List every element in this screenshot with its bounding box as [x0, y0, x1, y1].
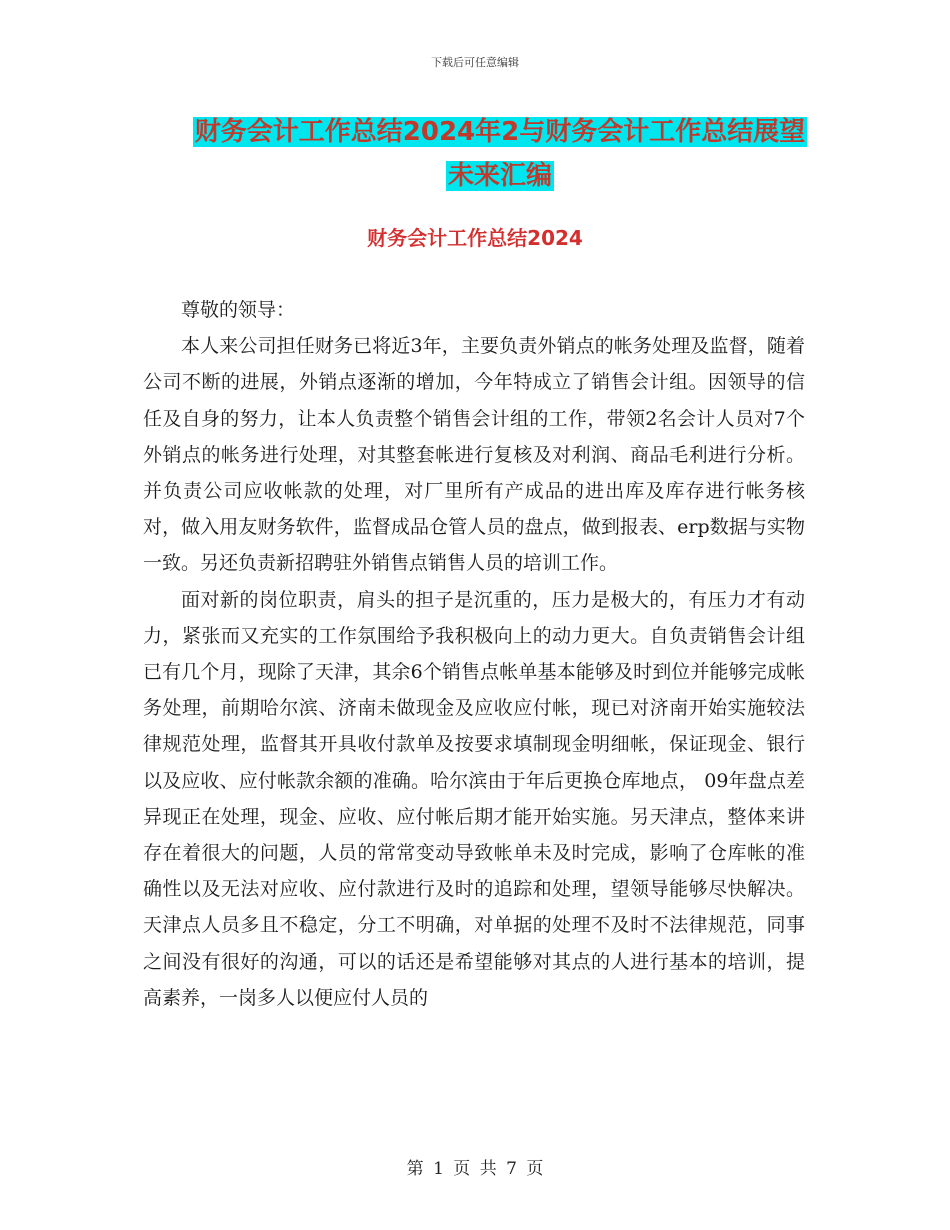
section-title: 财务会计工作总结2024 — [367, 226, 583, 250]
header-note: 下载后可任意编辑 — [431, 56, 519, 69]
page-number: 第 1 页 共 7 页 — [406, 1159, 544, 1179]
document-title-line-1: 财务会计工作总结2024年2与财务会计工作总结展望 — [194, 117, 806, 147]
greeting: 尊敬的领导： — [181, 299, 296, 321]
body-text — [143, 292, 805, 1016]
document-title — [140, 110, 860, 198]
paragraph-1: 本人来公司担任财务已将近3年，主要负责外销点的帐务处理及监督，随着公司不断的进展，外销点逐渐的增加，今年特成立了销售会计组。因领导的信任及自身的努力，让本人负责整个销售会计组的工作，带领2名会计人员对7个外销点的帐务进行处理，对其整套帐进行复核及对利润、商品毛利进行分析。并负责公司应收帐款的处理，对厂里所有产成品的进出库及库存进行帐务核对，做入用友财务软件，监督成品仓管人员的盘点，做到报表、erp数据与实物一致。另还负责新招聘驻外销售点销售人员的培训工作。 — [143, 335, 805, 575]
document-title-line-2: 未来汇编 — [447, 161, 552, 191]
paragraph-2: 面对新的岗位职责，肩头的担子是沉重的，压力是极大的，有压力才有动力，紧张而又充实的工作氛围给予我积极向上的动力更大。自负责销售会计组已有几个月，现除了天津，其余6个销售点帐单基本能够及时到位并能够完成帐务处理，前期哈尔滨、济南未做现金及应收应付帐，现已对济南开始实施较法律规范处理，监督其开具收付款单及按要求填制现金明细帐，保证现金、银行以及应收、应付帐款余额的准确。哈尔滨由于年后更换仓库地点， 09年盘点差异现正在处理，现金、应收、应付帐后期才能开始实施。另天津点，整体来讲存在着很大的问题，人员的常常变动导致帐单未及时完成，影响了仓库帐的准确性以及无法对应收、应付款进行及时的追踪和处理，望领导能够尽快解决。天津点人员多且不稳定，分工不明确，对单据的处理不及时不法律规范，同事之间没有很好的沟通，可以的话还是希望能够对其点的人进行基本的培训，提高素养，一岗多人以便应付人员的 — [143, 588, 805, 1009]
